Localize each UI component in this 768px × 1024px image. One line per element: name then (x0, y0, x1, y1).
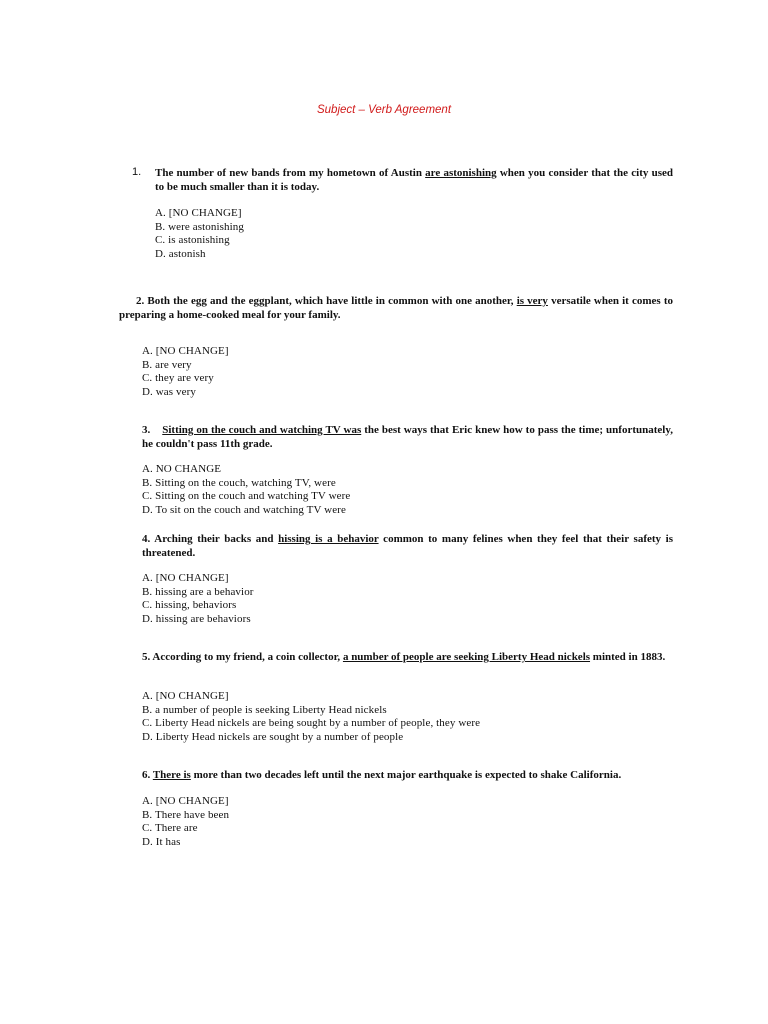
question-2-post: versatile when it comes to preparing a home-cooked meal for your family. (119, 295, 673, 321)
question-3-post: the best ways that Eric knew how to pass the time; unfortunately, he couldn't pass 11th grade. (142, 424, 673, 450)
question-6-options (142, 795, 229, 850)
question-2-pre: Both the egg and the eggplant, which have little in common with one another, (147, 295, 517, 307)
question-5-pre: According to my friend, a coin collector, (152, 651, 343, 663)
question-3-options (142, 463, 350, 518)
question-3-underlined: Sitting on the couch and watching TV was (162, 424, 362, 436)
question-1-options (155, 207, 244, 262)
question-3-option-b[interactable]: B. Sitting on the couch, watching TV, were (142, 476, 336, 489)
question-5-stem (142, 650, 673, 664)
question-5-number: 5. (142, 651, 151, 663)
question-2-underlined: is very (516, 295, 548, 307)
question-5-options (142, 690, 480, 745)
question-4-post: common to many felines when they feel that their safety is threatened. (142, 533, 673, 559)
question-4-underlined: hissing is a behavior (278, 533, 379, 545)
question-1-stem (155, 166, 673, 194)
question-2-option-c[interactable]: C. they are very (142, 372, 214, 385)
question-2-option-b[interactable]: B. are very (142, 358, 192, 371)
question-6-stem (142, 768, 673, 782)
question-1-underlined: are astonishing (425, 167, 497, 179)
question-1-option-d[interactable]: D. astonish (155, 248, 206, 261)
question-1-pre: The number of new bands from my hometown of Austin (155, 167, 426, 179)
question-2-option-d[interactable]: D. was very (142, 386, 196, 399)
question-5-option-a[interactable]: A. [NO CHANGE] (142, 690, 229, 702)
question-4-stem (142, 532, 673, 560)
question-4-option-d[interactable]: D. hissing are behaviors (142, 613, 251, 626)
question-1-option-c[interactable]: C. is astonishing (155, 234, 230, 247)
question-1-number: 1. (132, 166, 142, 178)
question-3-stem (142, 423, 673, 451)
question-1-option-a[interactable]: A. [NO CHANGE] (155, 207, 242, 219)
question-4-number: 4. (142, 533, 151, 545)
question-4-pre: Arching their backs and (154, 533, 279, 545)
question-6-option-a[interactable]: A. [NO CHANGE] (142, 795, 229, 807)
question-4-option-a[interactable]: A. [NO CHANGE] (142, 572, 229, 584)
question-2-stem (119, 294, 673, 322)
question-4-options (142, 572, 254, 627)
question-6-number: 6. (142, 769, 151, 781)
question-6-underlined: There is (152, 769, 191, 781)
question-6-post: more than two decades left until the next major earthquake is expected to shake California. (190, 769, 622, 781)
question-5-option-d[interactable]: D. Liberty Head nickels are sought by a number of people (142, 731, 404, 744)
question-6-option-d[interactable]: D. It has (142, 836, 181, 849)
question-3-number: 3. (142, 424, 151, 436)
question-2-number: 2. (136, 295, 145, 307)
page-title: Subject – Verb Agreement (316, 104, 452, 116)
question-3-option-a[interactable]: A. NO CHANGE (142, 463, 222, 475)
question-2-option-a[interactable]: A. [NO CHANGE] (142, 345, 229, 357)
question-1-option-b[interactable]: B. were astonishing (155, 220, 244, 233)
question-6-option-c[interactable]: C. There are (142, 822, 198, 835)
question-3-option-c[interactable]: C. Sitting on the couch and watching TV were (142, 490, 351, 503)
question-3-option-d[interactable]: D. To sit on the couch and watching TV were (142, 504, 346, 517)
question-5-post: minted in 1883. (590, 651, 666, 663)
question-1-post: when you consider that the city used to be much smaller than it is today. (155, 167, 673, 193)
question-5-option-c[interactable]: C. Liberty Head nickels are being sought by a number of people, they were (142, 717, 481, 730)
question-4-option-c[interactable]: C. hissing, behaviors (142, 599, 237, 612)
question-5-underlined: a number of people are seeking Liberty Head nickels (342, 651, 591, 663)
question-2-options (142, 345, 229, 400)
question-4-option-b[interactable]: B. hissing are a behavior (142, 585, 254, 598)
question-6-option-b[interactable]: B. There have been (142, 808, 230, 821)
question-5-option-b[interactable]: B. a number of people is seeking Liberty Head nickels (142, 703, 387, 716)
